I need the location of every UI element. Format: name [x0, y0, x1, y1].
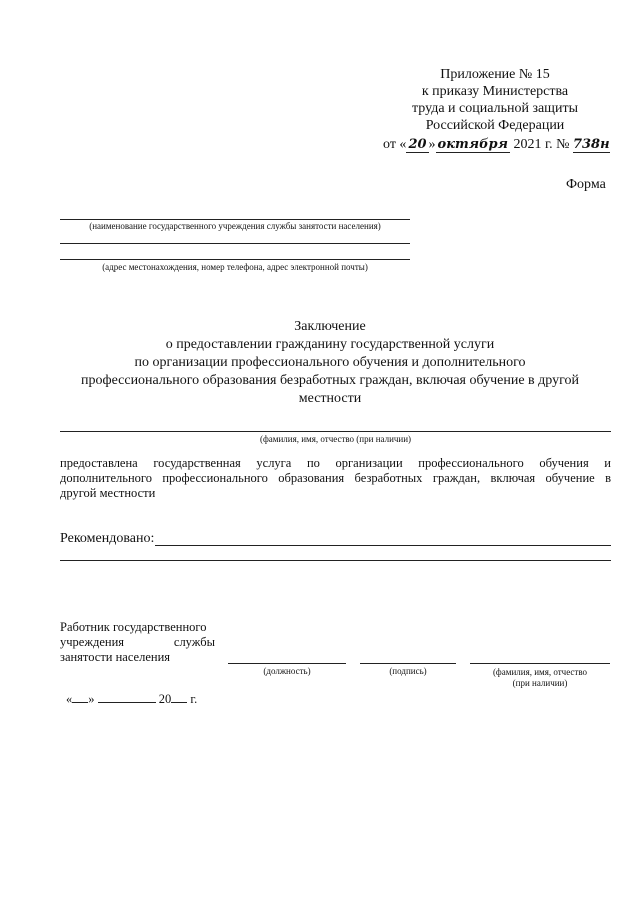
date-prefix: от «: [383, 137, 407, 152]
worker-line-1: Работник государственного: [60, 620, 207, 634]
form-label: Форма: [566, 177, 606, 192]
title-line-3: по организации профессионального обучения и дополнительного: [134, 355, 526, 370]
date-day-blank: [72, 702, 88, 703]
date-close-quote: »: [88, 692, 95, 706]
body-text: [60, 456, 611, 501]
date-month-blank: [98, 702, 156, 703]
handwritten-day: 20: [408, 137, 427, 152]
appendix-number: Приложение № 15: [440, 67, 550, 82]
worker-line-3: занятости населения: [60, 650, 171, 664]
worker-line-2: [60, 635, 215, 650]
date-year-prefix: 20: [158, 692, 172, 706]
header-block: [380, 66, 610, 134]
date-year-suffix: г.: [190, 692, 198, 706]
position-line: [228, 663, 346, 664]
name-caption-line-2: (при наличии): [512, 678, 568, 688]
title-line-1: Заключение: [294, 319, 366, 334]
ministry-line: труда и социальной защиты: [412, 101, 578, 116]
institution-name-line: [60, 219, 410, 220]
body-line-3: другой местности: [60, 486, 156, 500]
name-line: [470, 663, 610, 664]
title-line-4: профессионального образования безработных граждан, включая обучение в другой: [81, 373, 579, 388]
institution-name-caption: (наименование государственного учреждения службы занятости населения): [89, 221, 381, 231]
recommended-line: [155, 545, 611, 546]
date-mid: »: [428, 137, 436, 152]
recommended-line-2: [60, 560, 611, 561]
handwritten-month: октября: [437, 137, 508, 152]
position-caption: (должность): [263, 666, 311, 676]
order-date-line: [383, 136, 623, 153]
handwritten-order-number: 738н: [572, 137, 610, 152]
date-open-quote: «: [66, 692, 73, 706]
fio-caption: (фамилия, имя, отчество (при наличии): [259, 434, 412, 444]
address-caption: (адрес местонахождения, номер телефона, адрес электронной почты): [102, 262, 368, 272]
worker-label: [60, 620, 215, 665]
body-line-1: предоставлена государственная услуга по организации профессионального обучения и: [60, 456, 611, 470]
document-title: [40, 318, 620, 408]
body-line-2: дополнительного профессионального образования безработных граждан, включая обучение в: [60, 471, 611, 485]
name-caption: [470, 667, 610, 689]
address-line: [60, 259, 410, 260]
name-caption-line-1: (фамилия, имя, отчество: [492, 667, 588, 677]
date-year: 2021 г. №: [509, 137, 570, 152]
country-line: Российской Федерации: [425, 118, 565, 133]
date-year-blank: [171, 702, 187, 703]
signature-caption: (подпись): [389, 666, 427, 676]
worker-line-2b: службы: [173, 635, 215, 649]
order-ref-line: к приказу Министерства: [421, 84, 569, 99]
worker-line-2a: учреждения: [60, 635, 125, 649]
signature-line: [360, 663, 456, 664]
fio-line: [60, 431, 611, 432]
title-line-5: местности: [298, 391, 362, 406]
recommended-label: Рекомендовано:: [60, 531, 155, 546]
signature-date: [66, 692, 197, 707]
institution-name-line-2: [60, 243, 410, 244]
title-line-2: о предоставлении гражданину государственной услуги: [165, 337, 495, 352]
